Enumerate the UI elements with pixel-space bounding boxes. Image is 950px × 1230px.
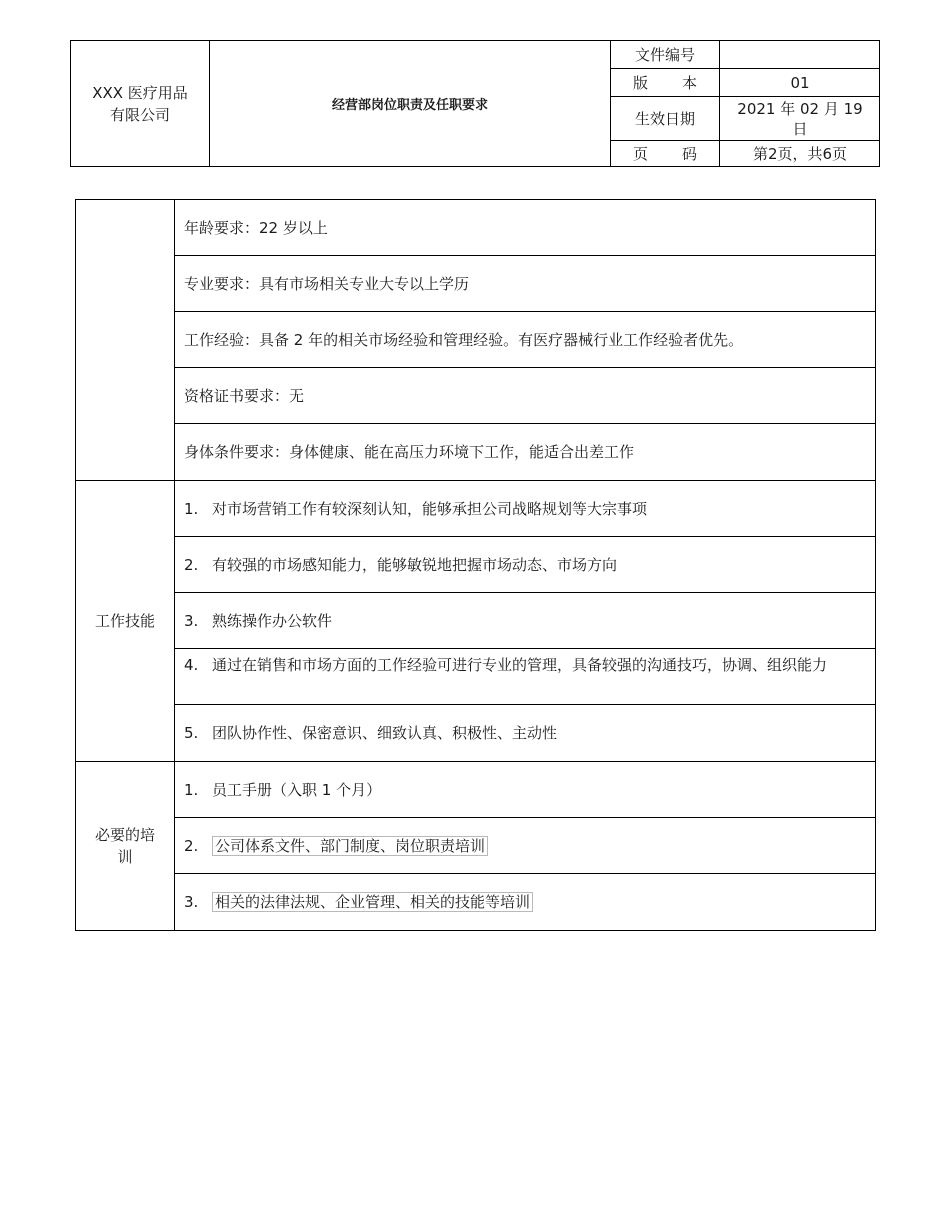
meta-row-doc-number (611, 41, 880, 69)
company-name-line1: XXX 医疗用品 (92, 83, 188, 102)
training-item (175, 818, 875, 874)
item-number: 1. (184, 499, 199, 518)
item-text: 通过在销售和市场方面的工作经验可进行专业的管理，具备较强的沟通技巧，协调、组织能力 (212, 656, 828, 674)
meta-row-version (611, 69, 880, 97)
document-title: 经营部岗位职责及任职要求 (331, 98, 488, 113)
company-name (71, 41, 210, 166)
item-number: 2. (184, 555, 199, 574)
job-requirements-table (75, 199, 876, 931)
item-number: 4. (184, 656, 199, 674)
meta-value-page: 第2页，共6页 (752, 144, 848, 163)
section-label-requirements (76, 200, 175, 480)
item-number: 3. (184, 893, 199, 911)
meta-label-page: 页 码 (611, 141, 720, 166)
requirement-row: 资格证书要求：无 (175, 368, 875, 424)
item-number: 2. (184, 836, 199, 855)
requirement-row: 年龄要求：22 岁以上 (175, 200, 875, 256)
skill-item (175, 481, 875, 537)
requirement-row: 身体条件要求：身体健康、能在高压力环境下工作，能适合出差工作 (184, 443, 635, 461)
section-label-skills: 工作技能 (76, 481, 175, 761)
meta-row-page (611, 141, 880, 166)
meta-value-effective-date: 2021 年 02 月 19 日 (737, 99, 863, 138)
skill-item (175, 593, 875, 649)
section-requirements (76, 200, 875, 481)
section-training (76, 762, 875, 930)
item-number: 3. (184, 611, 199, 630)
requirement-row: 工作经验：具备 2 年的相关市场经验和管理经验。有医疗器械行业工作经验者优先。 (175, 312, 875, 368)
item-text: 有较强的市场感知能力，能够敏锐地把握市场动态、市场方向 (212, 555, 618, 574)
company-name-line2: 有限公司 (109, 105, 170, 124)
section-label-training: 必要的培训 (76, 762, 175, 930)
meta-label-effective-date: 生效日期 (611, 97, 720, 140)
training-item (175, 874, 875, 930)
document-meta (610, 41, 880, 166)
item-number: 5. (184, 724, 199, 742)
item-text: 公司体系文件、部门制度、岗位职责培训 (212, 836, 488, 856)
document-header (70, 40, 880, 167)
meta-value-doc-number (720, 41, 880, 68)
item-text: 相关的法律法规、企业管理、相关的技能等培训 (212, 892, 533, 912)
meta-value-version: 01 (790, 73, 810, 92)
item-text: 员工手册（入职 1 个月） (212, 780, 382, 799)
skill-item (175, 649, 875, 705)
item-text: 熟练操作办公软件 (212, 611, 333, 630)
item-number: 1. (184, 780, 199, 799)
meta-label-doc-number: 文件编号 (611, 41, 720, 68)
meta-row-effective-date (611, 97, 880, 141)
meta-label-version: 版 本 (611, 69, 720, 96)
training-item (175, 762, 875, 818)
requirement-row: 专业要求：具有市场相关专业大专以上学历 (175, 256, 875, 312)
item-text: 团队协作性、保密意识、细致认真、积极性、主动性 (212, 724, 558, 742)
section-skills (76, 481, 875, 762)
item-text: 对市场营销工作有较深刻认知，能够承担公司战略规划等大宗事项 (212, 499, 648, 518)
skill-item (175, 537, 875, 593)
skill-item (175, 705, 875, 761)
